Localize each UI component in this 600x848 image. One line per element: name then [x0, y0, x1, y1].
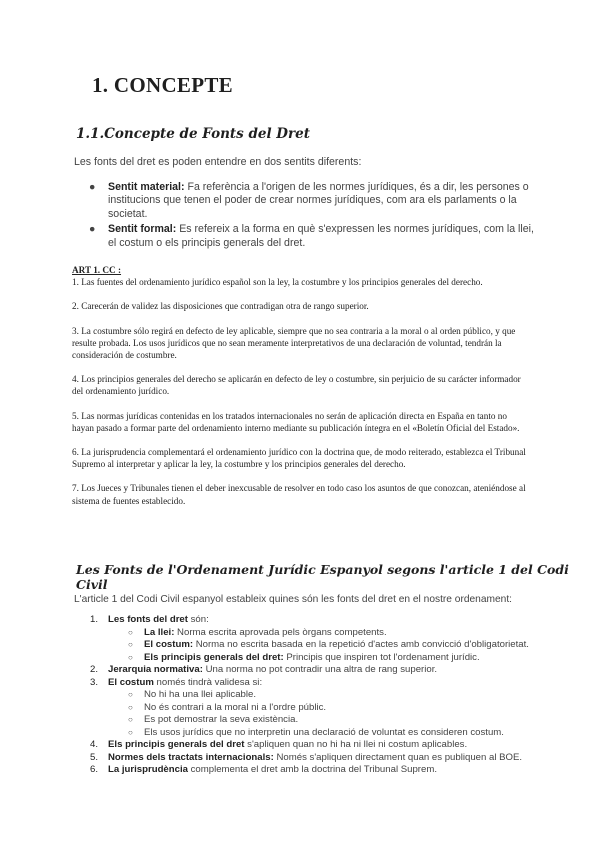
- page-title: 1. CONCEPTE: [92, 73, 233, 97]
- definition: Es refereix a la forma en què s'expressen les normes jurídiques, com la llei, el costum o els principis generals del dret.: [108, 223, 534, 249]
- item-text: només tindrà validesa si:: [153, 676, 263, 688]
- item-text: complementa el dret amb la doctrina del Tribunal Suprem.: [187, 764, 437, 775]
- circle-bullet-icon: ○: [128, 715, 133, 724]
- item-text: són:: [187, 614, 209, 625]
- term: El costum:: [144, 639, 194, 650]
- sub-item: [108, 714, 544, 727]
- definition-list: [74, 181, 534, 252]
- circle-bullet-icon: ○: [128, 627, 133, 637]
- section-intro: L'article 1 del Codi Civil espanyol estableix quines són les fonts del dret en el nostre ordenament:: [74, 594, 512, 605]
- term: Sentit material:: [108, 181, 185, 193]
- item-text: No hi ha una llei aplicable.: [144, 689, 257, 700]
- term: Els principis generals del dret:: [144, 651, 284, 663]
- article-paragraph: 6. La jurisprudencia complementará el ordenamiento jurídico con la doctrina que, de modo reiterado, establezca el Tribunal Supremo al interpretar y aplicar la ley, la costumbre y los principios generales del derecho.: [72, 447, 526, 470]
- list-item: [74, 614, 544, 664]
- article-paragraph: 2. Carecerán de validez las disposiciones que contradigan otra de rango superior.: [72, 301, 369, 312]
- item-text: Norma escrita aprovada pels òrgans competents.: [174, 626, 387, 638]
- sub-item: [108, 627, 544, 640]
- item-text: No és contrari a la moral ni a l'ordre públic.: [144, 701, 327, 713]
- sub-item: [108, 689, 544, 702]
- list-item: [74, 181, 534, 221]
- item-text: Principis que inspiren tot l'ordenament jurídic.: [283, 651, 480, 663]
- sub-item: [108, 702, 544, 715]
- article-paragraph: 5. Las normas jurídicas contenidas en los tratados internacionales no serán de aplicación directa en España en tanto no hayan pasado a formar parte del ordenamiento interno mediante su publicación íntegra en el «Boletín Oficial del Estado».: [72, 410, 520, 433]
- sub-item: [108, 652, 544, 665]
- item-number: 2.: [90, 664, 99, 675]
- item-text: Els usos jurídics que no interpretin una declaració de voluntat es consideren costum.: [144, 726, 504, 738]
- article-paragraph: 3. La costumbre sólo regirá en defecto de ley aplicable, siempre que no sea contraria a la moral o al orden público, y que resulte probada. Los usos jurídicos que no sean meramente interpretativos de una declaración de voluntad, tendrán la consideración de costumbre.: [72, 325, 516, 361]
- circle-bullet-icon: ○: [128, 702, 133, 712]
- article-paragraph: 1. Las fuentes del ordenamiento jurídico español son la ley, la costumbre y los principios generales del derecho.: [72, 277, 483, 288]
- item-number: 6.: [90, 764, 99, 775]
- list-item: [74, 764, 544, 777]
- item-text: s'apliquen quan no hi ha ni llei ni costum aplicables.: [244, 739, 468, 750]
- section-intro: Les fonts del dret es poden entendre en dos sentits diferents:: [74, 156, 362, 168]
- term: Jerarquia normativa:: [108, 664, 203, 675]
- circle-bullet-icon: ○: [128, 690, 133, 699]
- term: El costum: [108, 676, 154, 688]
- term: Normes dels tractats internacionals:: [108, 751, 274, 763]
- circle-bullet-icon: ○: [128, 727, 133, 737]
- list-item: [74, 677, 544, 740]
- article-quote: [72, 264, 528, 519]
- bullet-icon: ●: [89, 181, 96, 193]
- term: La jurisprudència: [108, 764, 188, 775]
- list-item: [74, 739, 544, 752]
- article-paragraph: 4. Los principios generales del derecho se aplicarán en defecto de ley o costumbre, sin perjuicio de su carácter informador del ordenamiento jurídico.: [72, 374, 521, 397]
- article-paragraph: 7. Los Jueces y Tribunales tienen el deber inexcusable de resolver en todo caso los asuntos de que conozcan, ateniéndose al sistema de fuentes establecido.: [72, 483, 526, 506]
- list-item: [74, 223, 534, 250]
- definition: Fa referència a l'origen de les normes jurídiques, és a dir, les persones o institucions que tenen el poder de crear normes jurídiques, com ara els parlaments o la societat.: [108, 181, 529, 220]
- circle-bullet-icon: ○: [128, 640, 133, 649]
- item-text: Només s'apliquen directament quan es publiquen al BOE.: [273, 751, 523, 763]
- term: Les fonts del dret: [108, 614, 188, 625]
- list-item: [74, 664, 544, 677]
- item-text: Una norma no pot contradir una altra de rang superior.: [202, 664, 438, 675]
- bullet-icon: ●: [89, 223, 96, 236]
- section-heading-concept: 1.1.Concepte de Fonts del Dret: [76, 126, 310, 142]
- term: La llei:: [144, 626, 175, 638]
- term: Els principis generals del dret: [108, 739, 245, 750]
- section-heading-sources: Les Fonts de l'Ordenament Jurídic Espanyol segons l'article 1 del Codi Civil: [76, 562, 569, 592]
- item-text: Norma no escrita basada en la repetició d'actes amb convicció d'obligatorietat.: [193, 639, 529, 650]
- item-number: 4.: [90, 739, 99, 750]
- sources-list: [74, 614, 544, 777]
- item-number: 5.: [90, 751, 99, 763]
- term: Sentit formal:: [108, 223, 177, 236]
- sub-item: [108, 639, 544, 652]
- article-title: ART 1. CC :: [72, 265, 122, 275]
- list-item: [74, 752, 544, 765]
- item-number: 3.: [90, 676, 99, 688]
- item-text: Es pot demostrar la seva existència.: [144, 714, 299, 725]
- item-number: 1.: [90, 614, 99, 625]
- circle-bullet-icon: ○: [128, 652, 133, 662]
- sub-item: [108, 727, 544, 740]
